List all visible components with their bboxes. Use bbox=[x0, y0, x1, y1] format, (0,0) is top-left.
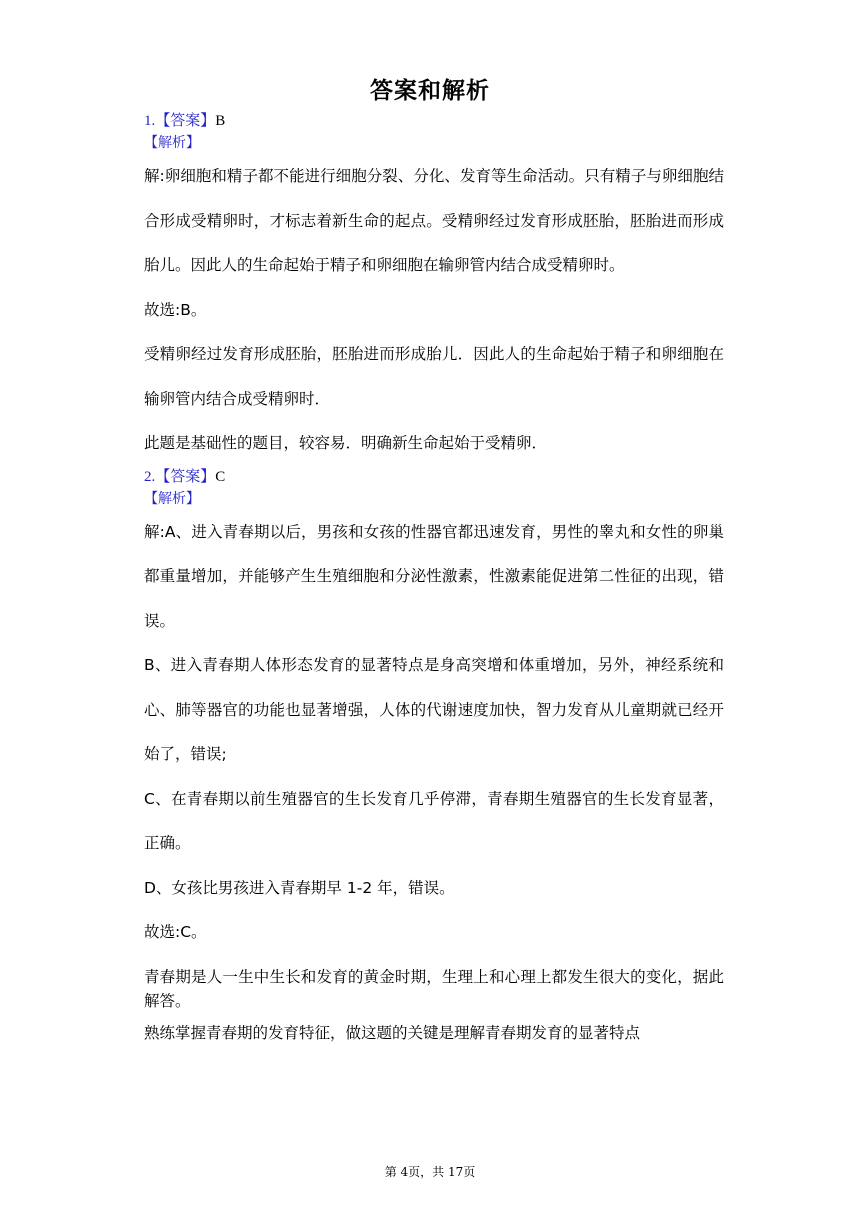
comment-paragraph: 此题是基础性的题目，较容易．明确新生命起始于受精卵． bbox=[144, 434, 548, 452]
question-block-2 bbox=[144, 466, 724, 1045]
question-block-1 bbox=[144, 110, 724, 466]
choice-line: 故选:C。 bbox=[144, 923, 207, 941]
analysis-tag: 【解析】 bbox=[144, 135, 200, 151]
analysis-paragraph: 解:A、进入青春期以后，男孩和女孩的性器官都迅速发育，男性的睾丸和女性的卵巢都重量增加，并能够产生生殖细胞和分泌性激素，性激素能促进第二性征的出现，错误。 bbox=[144, 522, 724, 630]
answer-tag: 【答案】 bbox=[155, 113, 216, 129]
analysis-paragraph: 解:卵细胞和精子都不能进行细胞分裂、分化、发育等生命活动。只有精子与卵细胞结合形成受精卵时，才标志着新生命的起点。受精卵经过发育形成胚胎，胚胎进而形成胎儿。因此人的生命起始于精子和卵细胞在输卵管内结合成受精卵时。 bbox=[144, 167, 724, 274]
page-title: 答案和解析 bbox=[370, 78, 490, 104]
answer-value: B bbox=[215, 113, 226, 129]
answer-content bbox=[144, 110, 724, 1045]
answer-value: C bbox=[215, 468, 226, 485]
question-number: 2. bbox=[144, 468, 156, 485]
answer-tag: 【答案】 bbox=[155, 468, 216, 485]
analysis-paragraph: B、进入青春期人体形态发育的显著特点是身高突增和体重增加，另外，神经系统和心、肺等器官的功能也显著增强，人体的代谢速度加快，智力发育从儿童期就已经开始了，错误; bbox=[144, 656, 724, 763]
analysis-paragraph: D、女孩比男孩进入青春期早 1-2 年，错误。 bbox=[144, 878, 455, 897]
analysis-paragraph: 青春期是人一生中生长和发育的黄金时期，生理上和心理上都发生很大的变化，据此解答。 bbox=[144, 967, 724, 1010]
analysis-tag: 【解析】 bbox=[144, 490, 200, 507]
page-footer: 第 4页，共 17页 bbox=[384, 1165, 476, 1179]
choice-line: 故选:B。 bbox=[144, 300, 207, 319]
analysis-paragraph: C、在青春期以前生殖器官的生长发育几乎停滞，青春期生殖器官的生长发育显著，正确。 bbox=[144, 789, 724, 852]
comment-paragraph: 熟练掌握青春期的发育特征，做这题的关键是理解青春期发育的显著特点 bbox=[144, 1023, 641, 1042]
answer-line bbox=[144, 466, 724, 488]
question-number: 1. bbox=[144, 113, 156, 129]
analysis-paragraph: 受精卵经过发育形成胚胎，胚胎进而形成胎儿．因此人的生命起始于精子和卵细胞在输卵管内结合成受精卵时． bbox=[144, 345, 724, 408]
answer-line bbox=[144, 110, 724, 132]
